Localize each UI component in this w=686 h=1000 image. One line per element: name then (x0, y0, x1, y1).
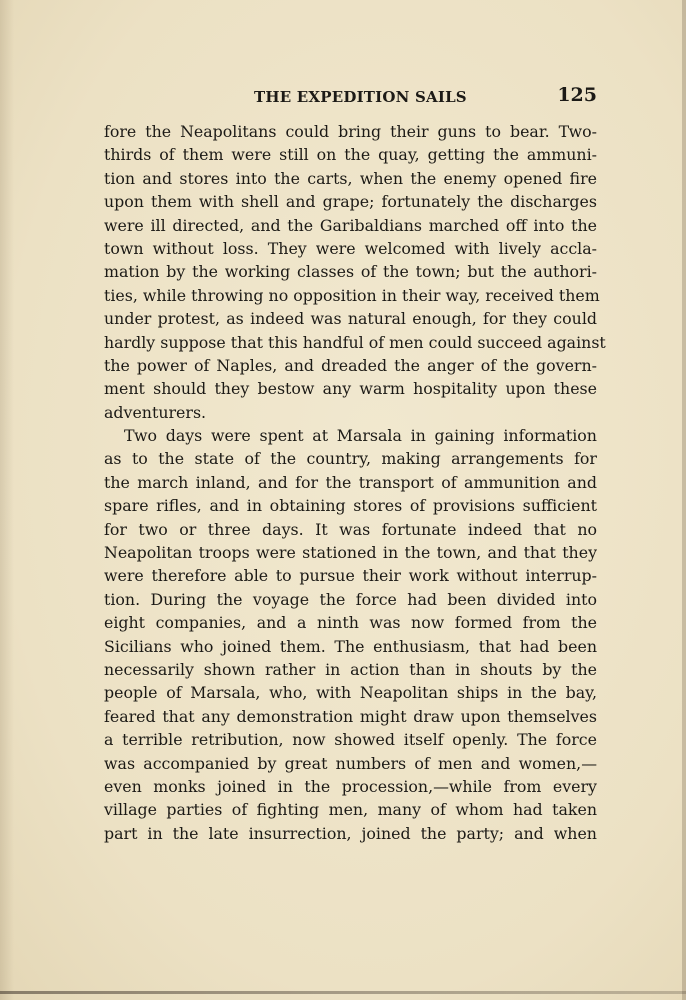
page-bottom-edge (0, 991, 686, 994)
text-line: eight companies, and a ninth was now formed from the (104, 613, 597, 633)
text-line: the march inland, and for the transport of ammunition and (104, 472, 597, 492)
text-line: necessarily shown rather in action than in shouts by the (104, 659, 597, 679)
page-right-edge (682, 0, 686, 1000)
paragraph-first-line: Two days were spent at Marsala in gaining information (124, 426, 597, 446)
page-number: 125 (557, 84, 597, 106)
text-line: ties, while throwing no opposition in their way, received them (104, 285, 600, 305)
text-line: were ill directed, and the Garibaldians marched off into the (104, 215, 597, 235)
paragraph-end-line: adventurers. (104, 402, 207, 422)
spine-shadow (0, 0, 14, 1000)
text-line: for two or three days. It was fortunate indeed that no (104, 519, 597, 539)
text-line: people of Marsala, who, with Neapolitan ships in the bay, (104, 683, 597, 703)
text-line: fore the Neapolitans could bring their guns to bear. Two- (104, 122, 597, 141)
text-line: mation by the working classes of the town; but the authori- (104, 262, 597, 282)
text-line: the power of Naples, and dreaded the anger of the govern- (104, 355, 597, 375)
running-title: THE EXPEDITION SAILS (254, 88, 467, 106)
text-line: Sicilians who joined them. The enthusiasm, that had been (104, 636, 597, 656)
text-line: hardly suppose that this handful of men could succeed against (104, 332, 606, 352)
text-line: tion. During the voyage the force had been divided into (104, 589, 597, 609)
text-line: feared that any demonstration might draw upon themselves (104, 706, 597, 726)
text-line: tion and stores into the carts, when the enemy opened fire (104, 168, 597, 188)
text-line: as to the state of the country, making arrangements for (104, 449, 597, 469)
text-line: upon them with shell and grape; fortunately the discharges (104, 192, 597, 212)
text-line: part in the late insurrection, joined the party; and when (104, 823, 597, 843)
text-line: village parties of fighting men, many of whom had taken (104, 800, 597, 820)
text-line: were therefore able to pursue their work without interrup- (104, 566, 597, 586)
text-line: a terrible retribution, now showed itself openly. The force (104, 730, 597, 750)
text-line: thirds of them were still on the quay, getting the ammuni- (104, 145, 597, 165)
body-text (104, 120, 606, 845)
text-line: under protest, as indeed was natural enough, for they could (104, 309, 597, 329)
text-line: spare rifles, and in obtaining stores of provisions sufficient (104, 496, 597, 516)
text-line: Neapolitan troops were stationed in the town, and that they (104, 543, 597, 563)
page-header (104, 84, 597, 110)
text-line: town without loss. They were welcomed with lively accla- (104, 238, 597, 258)
text-line: even monks joined in the procession,—while from every (104, 776, 597, 796)
text-line: was accompanied by great numbers of men and women,— (104, 753, 597, 773)
text-line: ment should they bestow any warm hospitality upon these (104, 379, 597, 399)
